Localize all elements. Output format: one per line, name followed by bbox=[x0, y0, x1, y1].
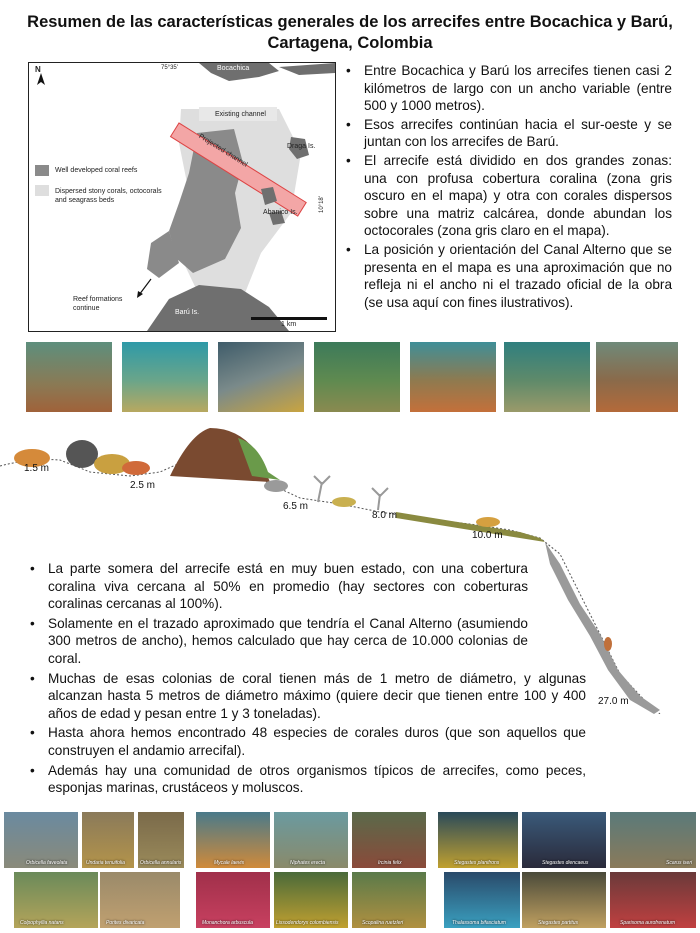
bocachica-label: Bocachica bbox=[217, 65, 250, 72]
sea-fan-2 bbox=[372, 488, 388, 510]
coral-deep bbox=[604, 637, 612, 651]
coral-dark-mound bbox=[66, 440, 98, 468]
caption-fish-6: Sparisoma aurofrenatum bbox=[620, 920, 676, 926]
reef-photo-1 bbox=[26, 342, 112, 412]
bullet-bottom-5: • Además hay una comunidad de otros organismos típicos de arrecifes, como peces, esponjas marinas, crustáceos y moluscos. bbox=[26, 762, 586, 797]
caption-sponge-4: Monanchora arbuscula bbox=[202, 920, 253, 926]
summary-list-top bbox=[342, 62, 672, 312]
photo-coral-4 bbox=[14, 872, 98, 928]
reef-photo-6 bbox=[504, 342, 590, 412]
coral-gray bbox=[264, 480, 288, 492]
caption-sponge-1: Mycale laevis bbox=[214, 860, 245, 866]
abanico-label: Abanico Is. bbox=[263, 209, 298, 216]
scale-label: 1 km bbox=[281, 321, 297, 328]
longitude-label: 75°35' bbox=[161, 65, 178, 71]
caption-coral-3: Orbicella annularis bbox=[140, 860, 182, 866]
caption-fish-4: Thalassoma bifasciatum bbox=[452, 920, 506, 926]
photo-coral-3 bbox=[138, 812, 184, 868]
reef-photo-7 bbox=[596, 342, 678, 412]
caption-coral-4: Colpophyllia natans bbox=[20, 920, 64, 926]
baru-label: Barú Is. bbox=[175, 309, 200, 316]
bullet-bottom-4: • Hasta ahora hemos encontrado 48 especies de corales duros (que son aquellos que construyen el andamio arrecifal). bbox=[26, 724, 586, 759]
bullet-bottom-2: • Solamente en el trazado aproximado que tendría el Canal Alterno (asumiendo 300 metros de ancho), hemos calculado que hay cerca de 10.000 colonias de coral. bbox=[26, 615, 528, 668]
bullet-bottom-3: • Muchas de esas colonias de coral tienen más de 1 metro de diámetro, y algunas alcanzan hasta 5 metros de diámetro máximo (quiere decir que tienen entre 100 y 400 años de edad y pesan entre 1 y 3 toneladas). bbox=[26, 670, 586, 723]
photo-fish-2 bbox=[522, 812, 606, 868]
summary-list-bottom bbox=[26, 560, 586, 799]
caption-sponge-5: Lissodendoryx colombiensis bbox=[276, 920, 339, 926]
coral-orange bbox=[122, 461, 150, 475]
depth-label-6: 27.0 m bbox=[598, 696, 629, 707]
north-arrow-icon bbox=[37, 73, 45, 85]
legend-swatch-dark bbox=[35, 165, 49, 176]
reef-photo-4 bbox=[314, 342, 400, 412]
reef-map bbox=[28, 62, 336, 332]
caption-fish-1: Stegastes planifrons bbox=[454, 860, 500, 866]
latitude-label: 10°18' bbox=[319, 196, 325, 213]
caption-sponge-6: Scopalina ruetzleri bbox=[362, 920, 404, 926]
caption-sponge-3: Ircinia felix bbox=[378, 860, 402, 866]
photo-fish-1 bbox=[438, 812, 518, 868]
bocachica-land-east bbox=[279, 63, 335, 75]
bullet-top-4: • La posición y orientación del Canal Alterno que se presenta en el mapa es una aproximación que no refleja ni el ancho ni el trazado oficial de la obra (se usa aquí con fines ilustrativos). bbox=[342, 241, 672, 311]
baru-land bbox=[147, 285, 289, 331]
projected-channel-label: Projected channel bbox=[197, 133, 249, 169]
bullet-top-3: • El arrecife está dividido en dos grandes zonas: una con profusa cobertura coralina (zona gris oscuro en el mapa) y otra con corales dispersos sobre una matriz calcárea, donde abundan los octocorales (zona gris claro en el mapa). bbox=[342, 152, 672, 240]
photo-fish-5 bbox=[522, 872, 606, 928]
continue-arrow-icon bbox=[139, 279, 151, 295]
photo-sponge-3 bbox=[352, 812, 426, 868]
caption-fish-3: Scarus iseri bbox=[666, 860, 693, 866]
caption-coral-2: Undaria tenuifolia bbox=[86, 860, 125, 866]
depth-label-3: 6.5 m bbox=[283, 501, 309, 512]
photo-fish-4 bbox=[444, 872, 520, 928]
legend-dark-label: Well developed coral reefs bbox=[55, 167, 138, 174]
coral-8m bbox=[332, 497, 356, 507]
legend-swatch-light bbox=[35, 185, 49, 196]
photo-sponge-5 bbox=[274, 872, 348, 928]
depth-label-1: 1.5 m bbox=[24, 463, 50, 474]
depth-label-4: 8.0 m bbox=[372, 510, 398, 521]
reef-photo-3 bbox=[218, 342, 304, 412]
coral-10m bbox=[476, 517, 500, 527]
legend-light-label: Dispersed stony corals, octocorals and seagrass beds bbox=[55, 188, 162, 204]
bullet-bottom-1: • La parte somera del arrecife está en muy buen estado, con una cobertura coralina viva cercana al 50% en promedio (hay sectores con coberturas coralinas cercanas al 100%). bbox=[26, 560, 528, 613]
bullet-top-2: • Esos arrecifes continúan hacia el sur-oeste y se juntan con los arrecifes de Barú. bbox=[342, 116, 672, 151]
page-title: Resumen de las características generales de los arrecifes entre Bocachica y Barú, Cartagena, Colombia bbox=[27, 13, 673, 52]
depth-label-2: 2.5 m bbox=[130, 480, 156, 491]
photo-fish-3 bbox=[610, 812, 696, 868]
caption-fish-2: Stegastes diencaeus bbox=[542, 860, 589, 866]
photo-sponge-4 bbox=[196, 872, 270, 928]
existing-channel-label: Existing channel bbox=[215, 111, 266, 118]
north-label: N bbox=[35, 65, 41, 74]
draga-label: Draga Is. bbox=[287, 143, 316, 150]
reef-photo-5 bbox=[410, 342, 496, 412]
photo-fish-6 bbox=[610, 872, 696, 928]
photo-coral-1 bbox=[4, 812, 78, 868]
reef-photo-2 bbox=[122, 342, 208, 412]
photo-sponge-2 bbox=[274, 812, 348, 868]
caption-fish-5: Stegastes partitus bbox=[538, 920, 579, 926]
caption-sponge-2: Niphates erecta bbox=[290, 860, 326, 866]
caption-coral-5: Porites divaricata bbox=[106, 920, 145, 926]
photo-sponge-1 bbox=[196, 812, 270, 868]
scale-bar bbox=[251, 317, 327, 320]
reef-slope-rubble bbox=[396, 512, 545, 542]
depth-label-5: 10.0 m bbox=[472, 530, 503, 541]
bullet-top-1: • Entre Bocachica y Barú los arrecifes tienen casi 2 kilómetros de largo con un ancho variable (entre 500 y 1000 metros). bbox=[342, 62, 672, 115]
photo-coral-2 bbox=[82, 812, 134, 868]
photo-sponge-6 bbox=[352, 872, 426, 928]
reef-continue-label: Reef formations continue bbox=[73, 296, 123, 312]
caption-coral-1: Orbicella faveolata bbox=[26, 860, 68, 866]
photo-coral-5 bbox=[100, 872, 180, 928]
sea-fan-1 bbox=[314, 476, 330, 502]
